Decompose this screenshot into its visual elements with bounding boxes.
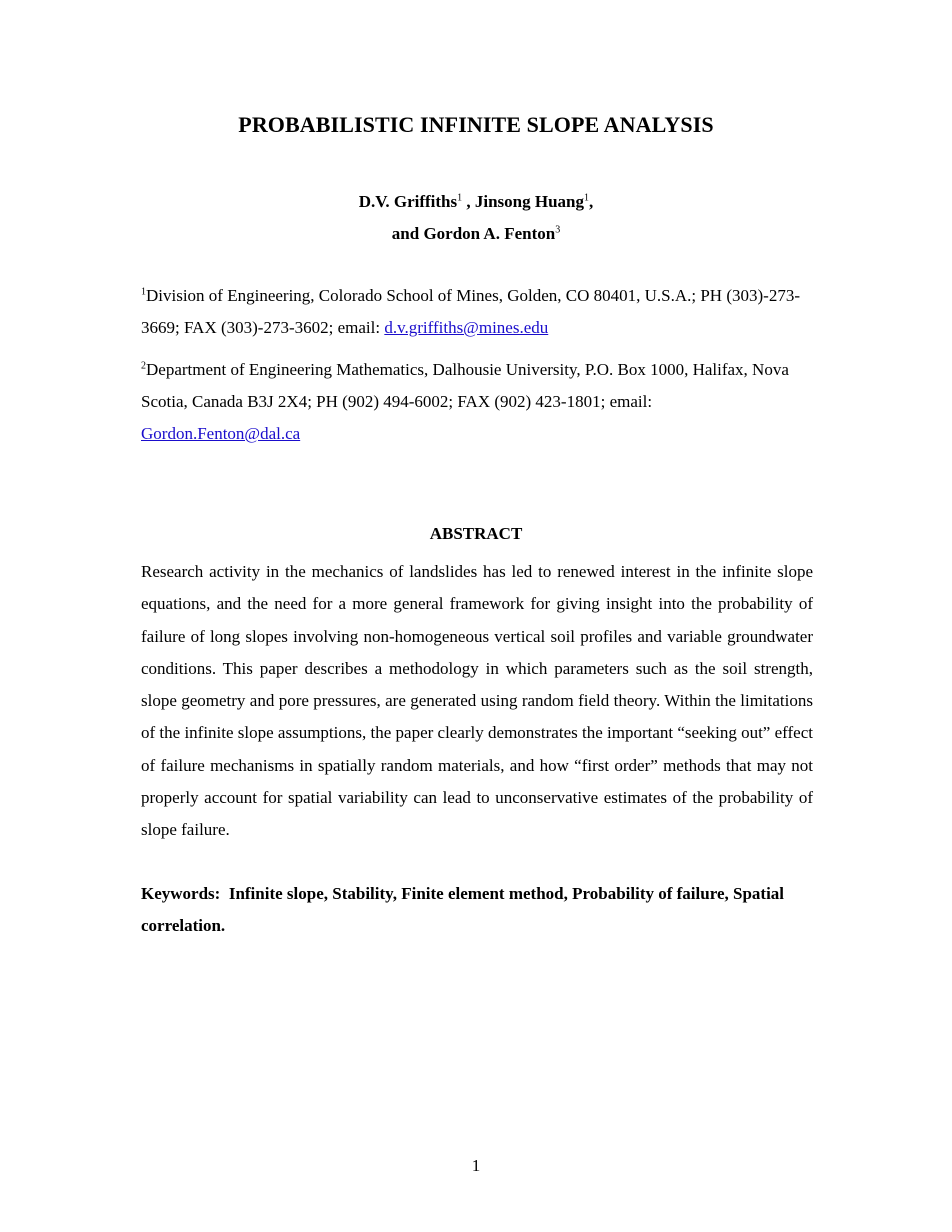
author-huang: Jinsong Huang: [474, 192, 585, 211]
paper-title: PROBABILISTIC INFINITE SLOPE ANALYSIS: [238, 112, 714, 137]
author-conjunction: and: [391, 224, 424, 243]
author-line-2: [0, 218, 952, 250]
author-line-1: [0, 186, 952, 218]
author-fenton-affiliation-mark: 3: [555, 224, 561, 236]
author-griffiths: D.V. Griffiths: [358, 192, 458, 211]
keywords: [141, 878, 813, 942]
email-link-griffiths[interactable]: d.v.griffiths@mines.edu: [384, 318, 549, 337]
author-separator: ,: [589, 192, 594, 211]
affiliation-2-mark: 2: [141, 360, 146, 372]
author-separator: ,: [462, 192, 475, 211]
affiliation-1: [141, 280, 813, 344]
author-fenton: Gordon A. Fenton: [423, 224, 556, 243]
author-griffiths-affiliation-mark: 1: [457, 192, 463, 204]
keywords-label: Keywords:: [141, 884, 221, 903]
affiliation-1-mark: 1: [141, 286, 146, 298]
author-block: [0, 186, 952, 250]
keywords-text: Infinite slope, Stability, Finite element method, Probability of failure, Spatial correlation.: [141, 884, 785, 935]
page-number: 1: [471, 1156, 481, 1175]
email-link-fenton[interactable]: Gordon.Fenton@dal.ca: [141, 424, 301, 443]
abstract-body: Research activity in the mechanics of landslides has led to renewed interest in the infinite slope equations, and the need for a more general framework for giving insight into the probability of failure of long slopes involving non-homogeneous vertical soil profiles and variable groundwater conditions. This paper describes a methodology in which parameters such as the soil strength, slope geometry and pore pressures, are generated using random field theory. Within the limitations of the infinite slope assumptions, the paper clearly demonstrates the important “seeking out” effect of failure mechanisms in spatially random materials, and how “first order” methods that may not properly account for spatial variability can lead to unconservative estimates of the probability of slope failure.: [141, 562, 813, 840]
abstract-heading: ABSTRACT: [429, 524, 523, 543]
author-huang-affiliation-mark: 1: [584, 192, 590, 204]
affiliation-2: [141, 354, 813, 450]
affiliation-2-text: Department of Engineering Mathematics, Dalhousie University, P.O. Box 1000, Halifax, Nova Scotia, Canada B3J 2X4; PH (902) 494-6002; FAX (902) 423-1801; email:: [141, 360, 789, 411]
affiliation-1-text: Division of Engineering, Colorado School of Mines, Golden, CO 80401, U.S.A.; PH (303)-273-3669; FAX (303)-273-3602; email:: [141, 286, 800, 337]
